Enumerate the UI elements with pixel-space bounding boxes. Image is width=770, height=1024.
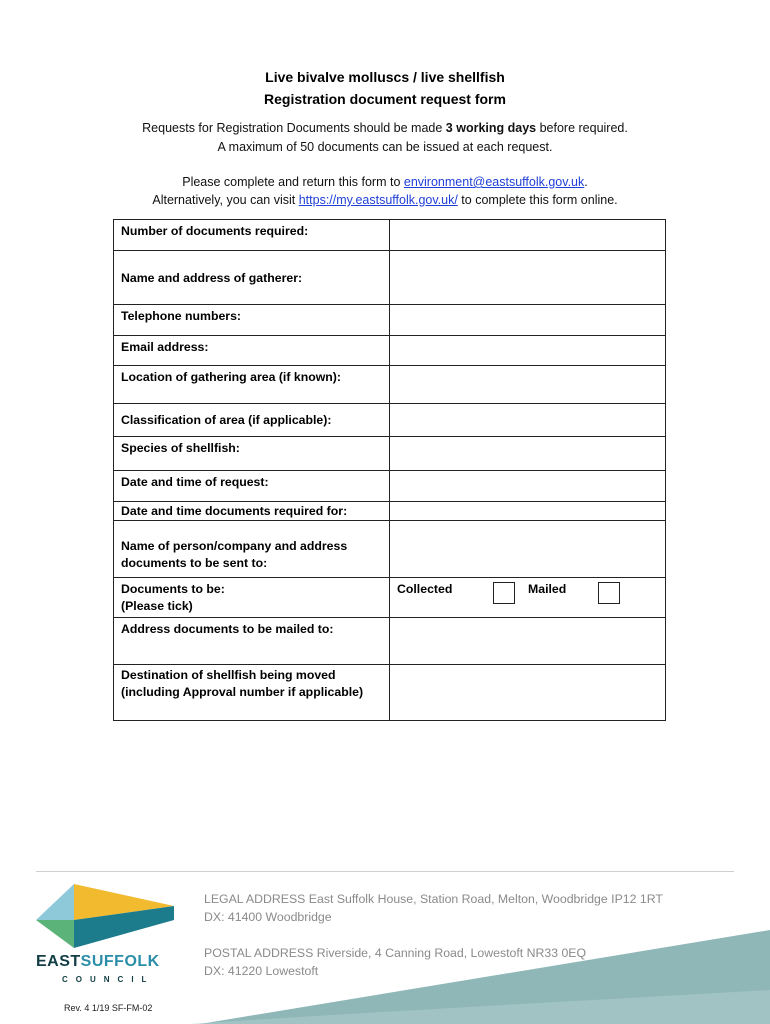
gatherer-name-address-field[interactable] bbox=[390, 251, 666, 305]
intro-text: Requests for Registration Documents should be made bbox=[142, 121, 446, 135]
table-row bbox=[114, 618, 666, 665]
working-days-emphasis: 3 working days bbox=[445, 121, 537, 135]
please-tick-label: (Please tick) bbox=[121, 599, 193, 613]
brand-suffolk: SUFFOLK bbox=[80, 953, 160, 970]
delivery-options bbox=[390, 578, 666, 618]
documents-to-be-label: Documents to be: bbox=[121, 582, 225, 596]
field-label: Date and time documents required for: bbox=[114, 502, 390, 521]
gathering-area-field[interactable] bbox=[390, 366, 666, 404]
field-label bbox=[114, 578, 390, 618]
table-row bbox=[114, 404, 666, 437]
form-subtitle: Registration document request form bbox=[264, 91, 506, 107]
telephone-field[interactable] bbox=[390, 305, 666, 336]
field-label: Email address: bbox=[114, 336, 390, 366]
postal-address: POSTAL ADDRESS Riverside, 4 Canning Road, Lowestoft NR33 0EQ bbox=[204, 946, 587, 960]
intro-line-3 bbox=[0, 173, 770, 191]
intro-text: to complete this form online. bbox=[457, 193, 618, 207]
email-link[interactable]: environment@eastsuffolk.gov.uk bbox=[403, 175, 585, 189]
intro-text: Alternatively, you can visit bbox=[152, 193, 299, 207]
field-label: Location of gathering area (if known): bbox=[114, 366, 390, 404]
legal-address: LEGAL ADDRESS East Suffolk House, Station Road, Melton, Woodbridge IP12 1RT bbox=[204, 892, 663, 906]
mail-address-field[interactable] bbox=[390, 618, 666, 665]
online-form-link[interactable]: https://my.eastsuffolk.gov.uk/ bbox=[298, 193, 458, 207]
table-row bbox=[114, 665, 666, 721]
postal-dx: DX: 41220 Lowestoft bbox=[204, 964, 319, 978]
brand-wordmark bbox=[36, 953, 160, 971]
table-row bbox=[114, 521, 666, 578]
intro-text: Please complete and return this form to bbox=[182, 175, 404, 189]
field-label: Name and address of gatherer: bbox=[114, 251, 390, 305]
intro-line-4 bbox=[0, 191, 770, 209]
field-label: Species of shellfish: bbox=[114, 437, 390, 471]
east-suffolk-logo-icon bbox=[34, 884, 174, 954]
intro-line-1 bbox=[0, 119, 770, 137]
field-label: Number of documents required: bbox=[114, 220, 390, 251]
send-to-field[interactable] bbox=[390, 521, 666, 578]
form-title: Live bivalve molluscs / live shellfish bbox=[265, 69, 505, 85]
table-row bbox=[114, 305, 666, 336]
table-row bbox=[114, 437, 666, 471]
table-row bbox=[114, 366, 666, 404]
field-label: Address documents to be mailed to: bbox=[114, 618, 390, 665]
table-row bbox=[114, 220, 666, 251]
classification-field[interactable] bbox=[390, 404, 666, 437]
legal-dx: DX: 41400 Woodbridge bbox=[204, 910, 332, 924]
field-label: Telephone numbers: bbox=[114, 305, 390, 336]
footer-divider bbox=[36, 871, 734, 872]
destination-field[interactable] bbox=[390, 665, 666, 721]
intro-text: . bbox=[584, 175, 588, 189]
request-datetime-field[interactable] bbox=[390, 471, 666, 502]
request-form-table bbox=[113, 219, 666, 721]
field-label: Destination of shellfish being moved (including Approval number if applicable) bbox=[114, 665, 390, 721]
intro-text: before required. bbox=[536, 121, 628, 135]
collected-label: Collected bbox=[397, 582, 453, 596]
table-row bbox=[114, 336, 666, 366]
table-row bbox=[114, 471, 666, 502]
field-label: Date and time of request: bbox=[114, 471, 390, 502]
collected-checkbox[interactable] bbox=[493, 582, 515, 604]
documents-count-field[interactable] bbox=[390, 220, 666, 251]
mailed-label: Mailed bbox=[528, 582, 567, 596]
table-row bbox=[114, 251, 666, 305]
field-label: Name of person/company and address documents to be sent to: bbox=[114, 521, 390, 578]
table-row bbox=[114, 502, 666, 521]
table-row bbox=[114, 578, 666, 618]
email-field[interactable] bbox=[390, 336, 666, 366]
brand-council: COUNCIL bbox=[62, 975, 155, 984]
intro-line-2: A maximum of 50 documents can be issued at each request. bbox=[217, 140, 553, 154]
revision-label: Rev. 4 1/19 SF-FM-02 bbox=[64, 1003, 153, 1013]
mailed-checkbox[interactable] bbox=[598, 582, 620, 604]
brand-east: EAST bbox=[36, 953, 81, 970]
field-label: Classification of area (if applicable): bbox=[114, 404, 390, 437]
species-field[interactable] bbox=[390, 437, 666, 471]
required-datetime-field[interactable] bbox=[390, 502, 666, 521]
